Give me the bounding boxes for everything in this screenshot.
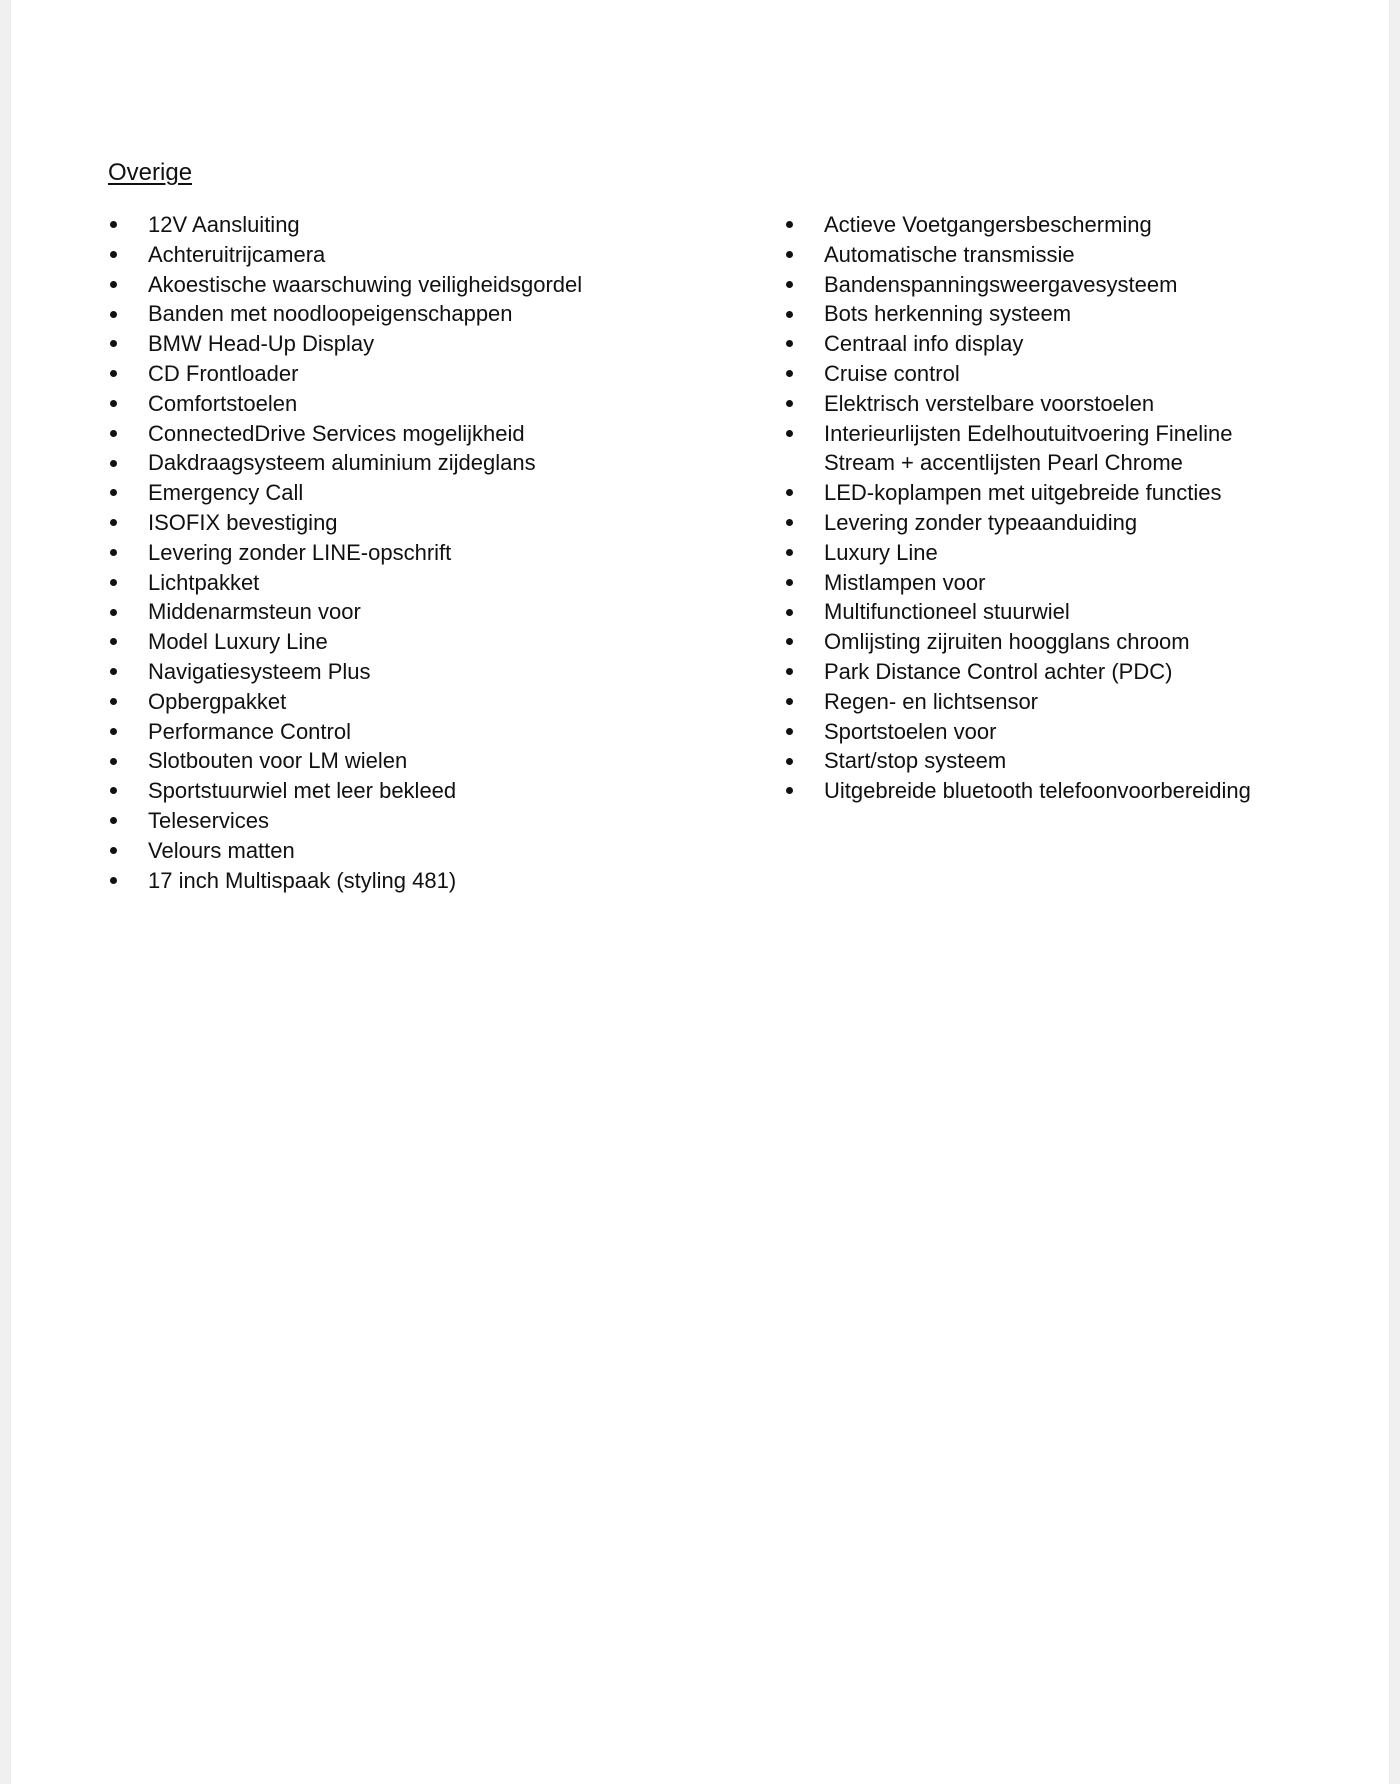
bullet-icon bbox=[784, 508, 794, 538]
list-item: Mistlampen voor bbox=[784, 568, 1254, 598]
list-item: Start/stop systeem bbox=[784, 746, 1254, 776]
bullet-icon bbox=[784, 270, 794, 300]
bullet-icon bbox=[108, 299, 118, 329]
list-item: Levering zonder LINE-opschrift bbox=[108, 538, 668, 568]
options-list-left bbox=[108, 210, 668, 895]
bullet-icon bbox=[108, 836, 118, 866]
list-item: Centraal info display bbox=[784, 329, 1254, 359]
bullet-icon bbox=[108, 448, 118, 478]
list-item: Bandenspanningsweergavesysteem bbox=[784, 270, 1254, 300]
bullet-icon bbox=[108, 717, 118, 747]
list-item: BMW Head-Up Display bbox=[108, 329, 668, 359]
bullet-icon bbox=[108, 746, 118, 776]
bullet-icon bbox=[108, 508, 118, 538]
list-item: Automatische transmissie bbox=[784, 240, 1254, 270]
bullet-icon bbox=[784, 597, 794, 627]
options-list-right bbox=[784, 210, 1254, 806]
list-item: Emergency Call bbox=[108, 478, 668, 508]
bullet-icon bbox=[108, 210, 118, 240]
list-item: Bots herkenning systeem bbox=[784, 299, 1254, 329]
list-item: Teleservices bbox=[108, 806, 668, 836]
list-item: 12V Aansluiting bbox=[108, 210, 668, 240]
list-item: Actieve Voetgangersbescherming bbox=[784, 210, 1254, 240]
list-item: Velours matten bbox=[108, 836, 668, 866]
list-item: Lichtpakket bbox=[108, 568, 668, 598]
bullet-icon bbox=[108, 597, 118, 627]
list-item: Sportstoelen voor bbox=[784, 717, 1254, 747]
bullet-icon bbox=[784, 210, 794, 240]
list-item: 17 inch Multispaak (styling 481) bbox=[108, 866, 668, 896]
bullet-icon bbox=[108, 776, 118, 806]
section-heading: Overige bbox=[108, 159, 193, 186]
bullet-icon bbox=[784, 657, 794, 687]
list-item: Park Distance Control achter (PDC) bbox=[784, 657, 1254, 687]
bullet-icon bbox=[784, 299, 794, 329]
list-item: Uitgebreide bluetooth telefoonvoorbereiding bbox=[784, 776, 1254, 806]
document-page bbox=[11, 0, 1389, 1784]
bullet-icon bbox=[784, 776, 794, 806]
bullet-icon bbox=[108, 329, 118, 359]
list-item: Elektrisch verstelbare voorstoelen bbox=[784, 389, 1254, 419]
list-item: LED-koplampen met uitgebreide functies bbox=[784, 478, 1254, 508]
list-item: Omlijsting zijruiten hoogglans chroom bbox=[784, 627, 1254, 657]
bullet-icon bbox=[108, 419, 118, 449]
bullet-icon bbox=[108, 568, 118, 598]
bullet-icon bbox=[108, 270, 118, 300]
list-item: ISOFIX bevestiging bbox=[108, 508, 668, 538]
bullet-icon bbox=[108, 806, 118, 836]
bullet-icon bbox=[108, 389, 118, 419]
bullet-icon bbox=[784, 627, 794, 657]
bullet-icon bbox=[784, 568, 794, 598]
bullet-icon bbox=[108, 240, 118, 270]
bullet-icon bbox=[108, 359, 118, 389]
bullet-icon bbox=[108, 866, 118, 896]
list-item: Akoestische waarschuwing veiligheidsgordel bbox=[108, 270, 668, 300]
list-item: Opbergpakket bbox=[108, 687, 668, 717]
bullet-icon bbox=[784, 389, 794, 419]
bullet-icon bbox=[784, 717, 794, 747]
list-item: Navigatiesysteem Plus bbox=[108, 657, 668, 687]
list-item: CD Frontloader bbox=[108, 359, 668, 389]
list-item: Performance Control bbox=[108, 717, 668, 747]
list-item: Middenarmsteun voor bbox=[108, 597, 668, 627]
bullet-icon bbox=[784, 329, 794, 359]
bullet-icon bbox=[108, 687, 118, 717]
list-item: Model Luxury Line bbox=[108, 627, 668, 657]
bullet-icon bbox=[108, 478, 118, 508]
list-item: Comfortstoelen bbox=[108, 389, 668, 419]
list-item: ConnectedDrive Services mogelijkheid bbox=[108, 419, 668, 449]
bullet-icon bbox=[784, 746, 794, 776]
bullet-icon bbox=[108, 538, 118, 568]
bullet-icon bbox=[784, 687, 794, 717]
list-item: Multifunctioneel stuurwiel bbox=[784, 597, 1254, 627]
bullet-icon bbox=[784, 240, 794, 270]
list-item: Interieurlijsten Edelhoutuitvoering Fineline Stream + accentlijsten Pearl Chrome bbox=[784, 419, 1254, 479]
bullet-icon bbox=[108, 627, 118, 657]
list-item: Regen- en lichtsensor bbox=[784, 687, 1254, 717]
bullet-icon bbox=[784, 538, 794, 568]
list-item: Cruise control bbox=[784, 359, 1254, 389]
list-item: Levering zonder typeaanduiding bbox=[784, 508, 1254, 538]
bullet-icon bbox=[108, 657, 118, 687]
list-item: Slotbouten voor LM wielen bbox=[108, 746, 668, 776]
bullet-icon bbox=[784, 478, 794, 508]
list-item: Achteruitrijcamera bbox=[108, 240, 668, 270]
bullet-icon bbox=[784, 419, 794, 449]
list-item: Dakdraagsysteem aluminium zijdeglans bbox=[108, 448, 668, 478]
list-item: Banden met noodloopeigenschappen bbox=[108, 299, 668, 329]
list-item: Luxury Line bbox=[784, 538, 1254, 568]
bullet-icon bbox=[784, 359, 794, 389]
list-item: Sportstuurwiel met leer bekleed bbox=[108, 776, 668, 806]
